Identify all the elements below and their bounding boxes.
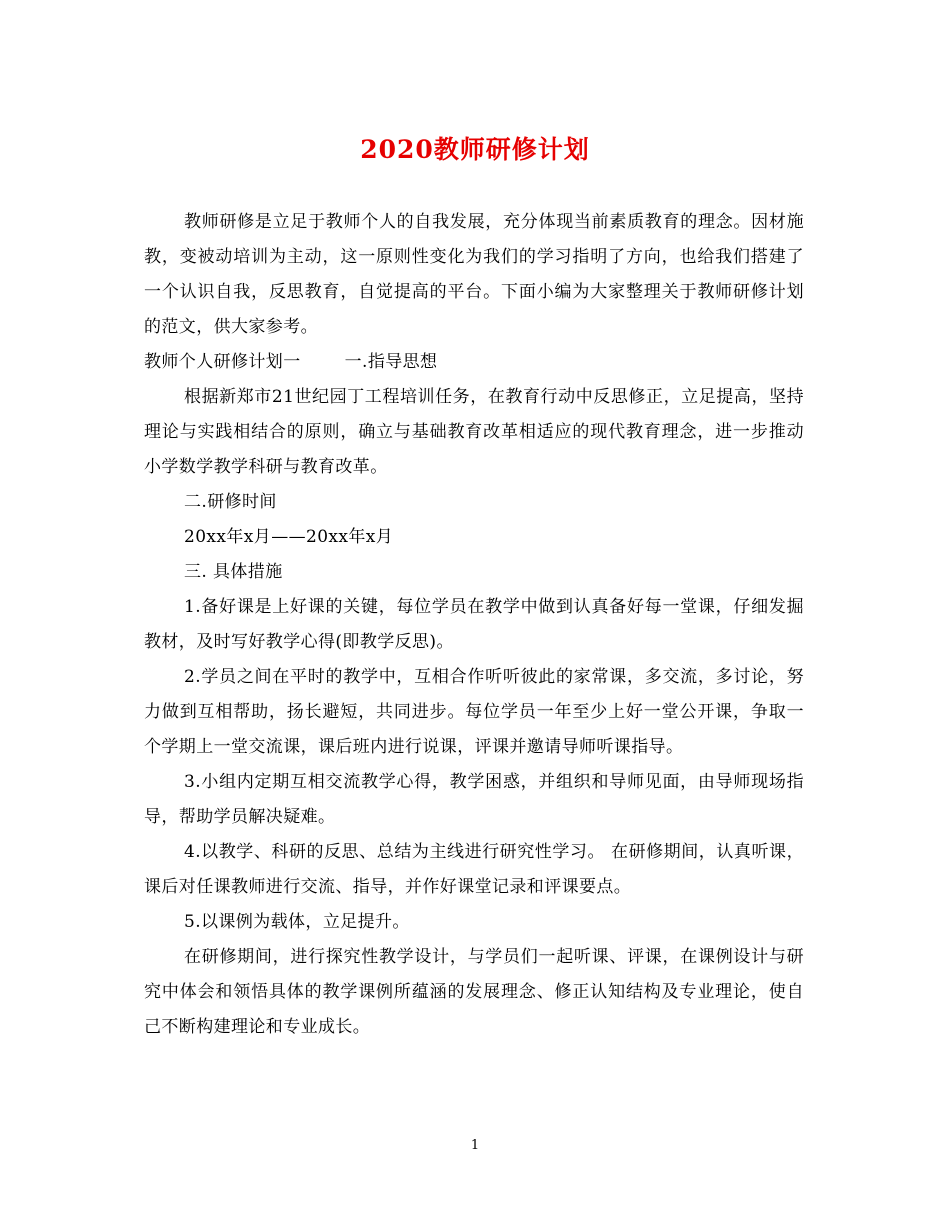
intro-paragraph: 教师研修是立足于教师个人的自我发展，充分体现当前素质教育的理念。因材施教，变被动培训为主动，这一原则性变化为我们的学习指明了方向，也给我们搭建了一个认识自我，反思教育，自觉提高的平台。下面小编为大家整理关于教师研修计划的范文，供大家参考。: [144, 212, 804, 337]
section-one-heading: 一.指导思想: [344, 352, 438, 372]
plan-heading: 教师个人研修计划一: [144, 352, 301, 372]
measure-4-paragraph: 4.以教学、科研的反思、总结为主线进行研究性学习。 在研修期间，认真听课，课后对任课教师进行交流、指导，并作好课堂记录和评课要点。: [144, 842, 804, 897]
measure-2-paragraph: 2.学员之间在平时的教学中，互相合作听听彼此的家常课，多交流，多讨论，努力做到互相帮助，扬长避短，共同进步。每位学员一年至少上好一堂公开课，争取一个学期上一堂交流课，课后班内进行说课，评课并邀请导师听课指导。: [144, 667, 804, 757]
page-number: 1: [470, 1138, 480, 1153]
guiding-thought-paragraph: 根据新郑市21世纪园丁工程培训任务，在教育行动中反思修正，立足提高，坚持理论与实践相结合的原则，确立与基础教育改革相适应的现代教育理念，进一步推动小学数学教学科研与教育改革。: [144, 387, 804, 477]
study-period: 20xx年x月——20xx年x月: [184, 527, 394, 547]
measure-5-paragraph: 5.以课例为载体，立足提升。: [184, 912, 410, 932]
document-title: 2020教师研修计划: [360, 135, 590, 164]
measure-1-paragraph: 1.备好课是上好课的关键，每位学员在教学中做到认真备好每一堂课，仔细发掘教材，及时写好教学心得(即教学反思)。: [144, 597, 804, 652]
measure-5-detail-paragraph: 在研修期间，进行探究性教学设计，与学员们一起听课、评课，在课例设计与研究中体会和领悟具体的教学课例所蕴涵的发展理念、修正认知结构及专业理论，使自己不断构建理论和专业成长。: [144, 947, 804, 1037]
section-three-heading: 三. 具体措施: [184, 562, 283, 582]
document-body: [144, 205, 804, 1045]
plan-heading-row: [144, 345, 804, 380]
measure-3-paragraph: 3.小组内定期互相交流教学心得，教学困惑，并组织和导师见面，由导师现场指导，帮助学员解决疑难。: [144, 772, 804, 827]
section-two-heading: 二.研修时间: [184, 492, 277, 512]
